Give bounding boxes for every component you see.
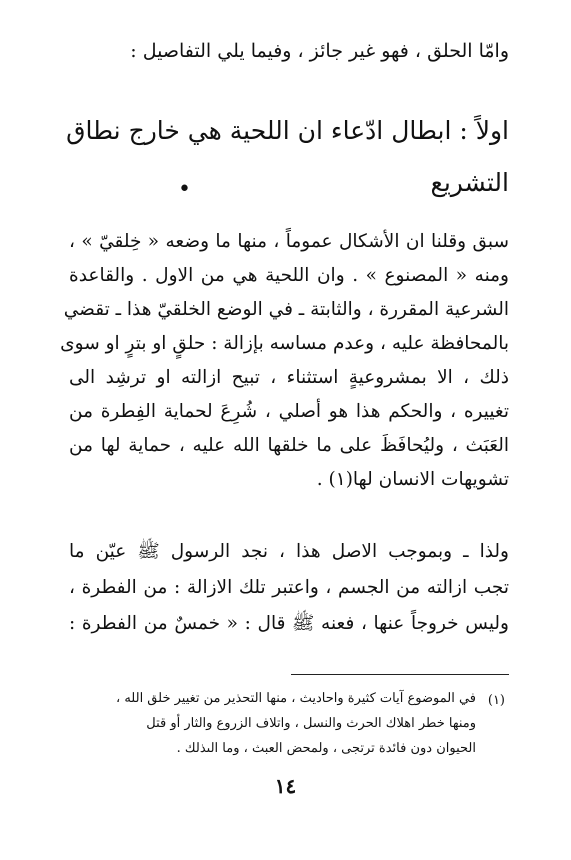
footnote-line: ومنها خطر اهلاك الحرث والنسل ، واتلاف الزروع والثار أو قتل: [146, 716, 476, 731]
paragraph-1-line: الشرعية المقررة ، والثابتة ـ في الوضع الخلقيّ هذا ـ تقضي: [63, 299, 509, 320]
paragraph-1-line: تغييره ، والحكم هذا هو أصلي ، شُرِعَ لحماية الفِطرة من: [69, 401, 509, 422]
paragraph-2-line: ولذا ـ وبموجب الاصل هذا ، نجد الرسول ﷺ عيّن ما: [69, 541, 509, 562]
footnote-marker: (١): [487, 693, 505, 708]
section-heading-line-1: اولاً : ابطال ادّعاء ان اللحية هي خارج نطاق: [66, 116, 509, 145]
section-heading-line-2: التشريع: [430, 168, 509, 197]
paragraph-1-line: سبق وقلنا ان الأشكال عموماً ، منها ما وضعه « خِلقيّ » ،: [69, 231, 509, 252]
footnote-separator: [291, 674, 509, 675]
paragraph-1-line: ومنه « المصنوع » . وان اللحية هي من الاول . والقاعدة: [69, 265, 509, 286]
paragraph-1-line: تشويهات الانسان لها(١) .: [316, 469, 509, 490]
paragraph-1-line: العَبَث ، وليُحافَظَ على ما خلقها الله عليه ، حماية لها من: [69, 435, 509, 456]
footnote-line: في الموضوع آيات كثيرة واحاديث ، منها التحذير من تغيير خلق الله ،: [116, 691, 476, 706]
page-number: ١٤: [274, 774, 297, 798]
intro-line: وامّا الحلق ، فهو غير جائز ، وفيما يلي التفاصيل :: [130, 40, 509, 62]
paragraph-2-line: وليس خروجاً عنها ، فعنه ﷺ قال : « خمسٌ من الفطرة :: [69, 613, 509, 634]
bullet-dot: •: [178, 177, 191, 202]
paragraph-1-line: بالمحافظة عليه ، وعدم مساسه بإزالة : حلقٍ او بترٍ او سوى: [60, 333, 509, 354]
paragraph-2-line: تجب ازالته من الجسم ، واعتبر تلك الازالة : من الفطرة ،: [69, 577, 509, 598]
footnote-line: الحيوان دون فائدة ترتجى ، ولمحض العبث ، وما الىذلك .: [176, 741, 476, 756]
paragraph-1-line: ذلك ، الا بمشروعيةٍ استثناء ، تبيح ازالته او ترشِد الى: [69, 367, 509, 388]
